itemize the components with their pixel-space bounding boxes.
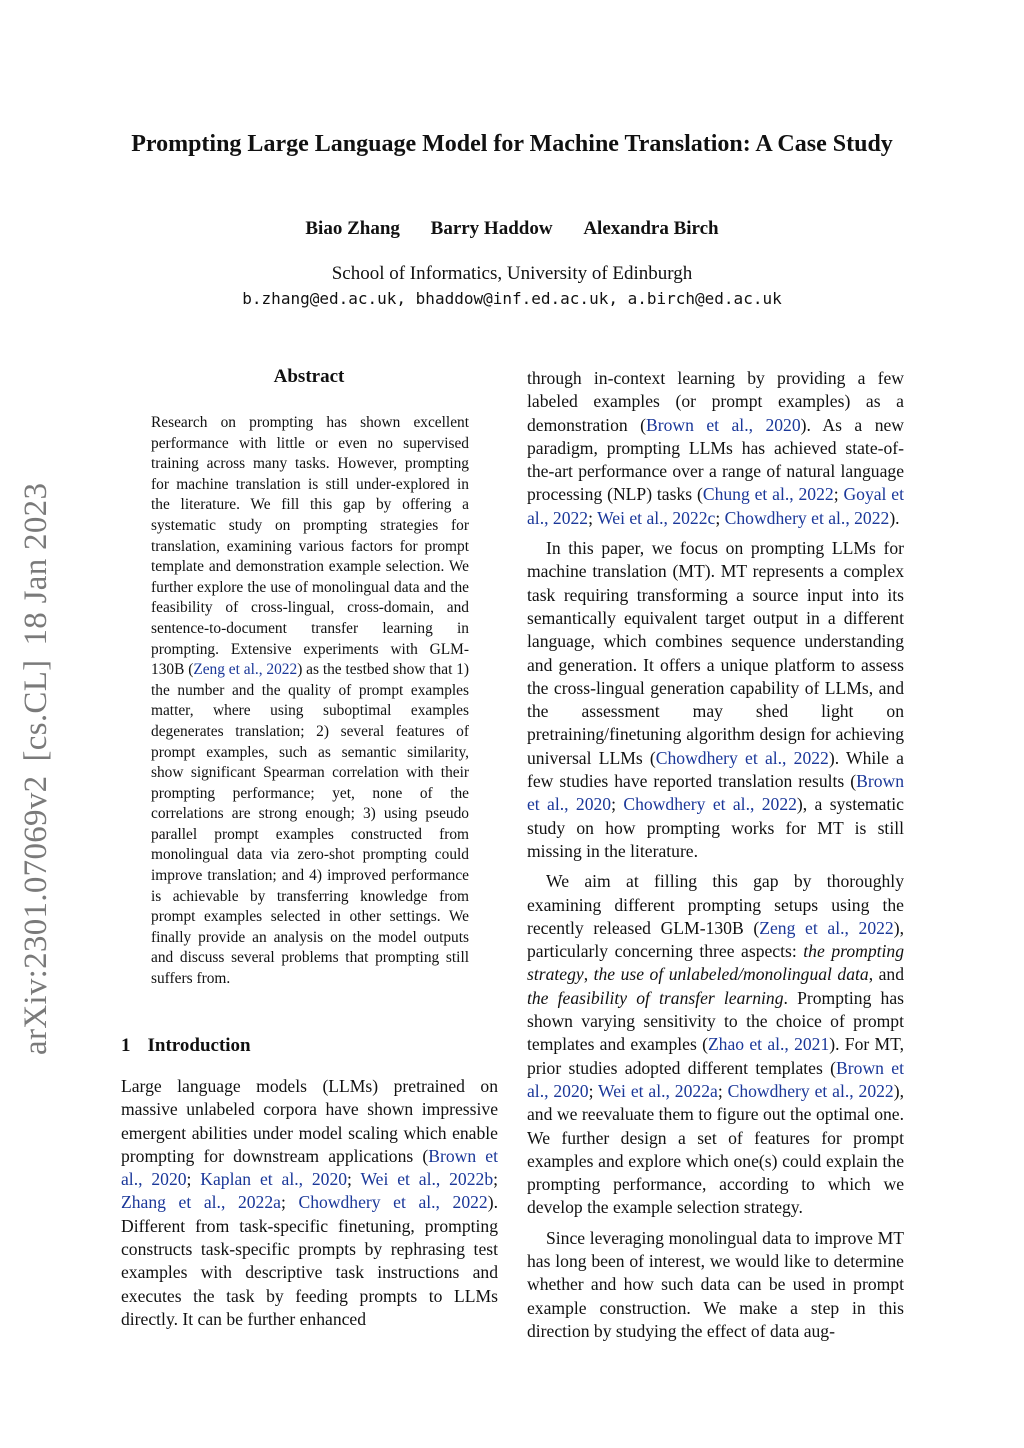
intro-left-column [121, 1075, 498, 1331]
text: ; [280, 1192, 299, 1213]
arxiv-date: 18 Jan 2023 [18, 482, 54, 646]
citation-link[interactable]: Chowdhery et al., 2022 [623, 794, 797, 815]
citation-link[interactable]: Kaplan et al., 2020 [200, 1169, 348, 1190]
paragraph [527, 367, 904, 530]
text: ; [715, 507, 725, 528]
author-name: Barry Haddow [430, 218, 553, 239]
emphasis: the feasibility of transfer learning [527, 987, 784, 1008]
arxiv-id[interactable]: arXiv:2301.07069v2 [18, 775, 54, 1055]
author-name: Alexandra Birch [583, 218, 719, 239]
citation-link[interactable]: Brown et al., 2020 [645, 414, 801, 435]
paragraph [527, 870, 904, 1219]
text: ; [833, 484, 844, 505]
text: ; [611, 794, 624, 815]
paragraph [527, 537, 904, 863]
text: Large language models (LLMs) pretrained on massive unlabeled corpora have shown impressive emergent abilities under model scaling which enable prompting for downstream applications ( [121, 1076, 498, 1166]
abstract-body [151, 413, 469, 990]
section-title: Introduction [147, 1035, 251, 1056]
text: ). Different from task-specific finetuning, prompting constructs task-specific prompts by rephrasing test examples with descriptive task instructions and executes the task by feeding prompts to LLMs directly. It can be further enhanced [121, 1192, 498, 1329]
emphasis: the use of unlabeled/monolingual data [593, 964, 869, 985]
abstract-text: ) as the testbed show that 1) the number and the quality of prompt examples matter, where using suboptimal examples degenerates translation; 2) several features of prompt examples, such as semantic similarity, show significant Spearman correlation with their prompting performance; yet, none of the correlations are strong enough; 3) using pseudo parallel prompt examples constructed from monolingual data via zero-shot prompting could improve translation; and 4) improved performance is achievable by transferring knowledge from prompt examples selected in other settings. We finally provide an analysis on the model outputs and discuss several problems that prompting still suffers from. [151, 661, 470, 988]
arxiv-category: [cs.CL] [18, 659, 54, 762]
text: ). As a new paradigm, prompting LLMs has achieved state-of-the-art performance over a range of natural language processing (NLP) tasks ( [527, 414, 905, 505]
section-heading-introduction [121, 1035, 251, 1057]
text: ). For MT, prior studies adopted different templates ( [527, 1034, 904, 1078]
affiliation: School of Informatics, University of Edinburgh [331, 263, 693, 284]
text: ). [889, 507, 900, 528]
paragraph [121, 1075, 498, 1331]
author-emails: b.zhang@ed.ac.uk, bhaddow@inf.ed.ac.uk, a.birch@ed.ac.uk [242, 289, 782, 308]
citation-link[interactable]: Chowdhery et al., 2022 [655, 747, 829, 768]
paragraph [527, 1227, 904, 1343]
text: ; [717, 1080, 728, 1101]
citation-link[interactable]: Zeng et al., 2022 [193, 661, 298, 679]
author-list [120, 218, 904, 240]
abstract-heading: Abstract [273, 366, 345, 387]
text: . Prompting has shown varying sensitivity to the choice of prompt templates and examples ( [527, 987, 904, 1055]
section-number: 1 [121, 1035, 131, 1056]
text: , and [868, 964, 905, 985]
text: ). While a few studies have reported translation results ( [527, 747, 904, 792]
text: ; [588, 1080, 599, 1101]
citation-link[interactable]: Brown et al., 2020 [527, 771, 904, 815]
paper-title: Prompting Large Language Model for Machine Translation: A Case Study [131, 131, 893, 157]
intro-right-column [527, 367, 904, 1350]
text: ), particularly concerning three aspects: [527, 917, 904, 962]
citation-link[interactable]: Brown et al., 2020 [121, 1145, 498, 1190]
text: ; [347, 1169, 361, 1190]
citation-link[interactable]: Goyal et al., 2022 [527, 484, 905, 528]
text: We aim at filling this gap by thoroughly examining different prompting setups using the recently released GLM-130B ( [527, 871, 904, 938]
text: , [583, 964, 594, 985]
citation-link[interactable]: Chowdhery et al., 2022 [724, 507, 890, 528]
text: In this paper, we focus on prompting LLMs for machine translation (MT). MT represents a complex task requiring transforming a source input into its semantically equivalent target output in a different language, which combines sequence understanding and generation. It offers a unique platform to assess the cross-lingual generation capability of LLMs, and the assessment may shed light on pretraining/finetuning algorithm design for achieving universal LLMs ( [527, 538, 904, 768]
citation-link[interactable]: Wei et al., 2022a [598, 1080, 718, 1101]
text: ; [588, 507, 598, 528]
text: Since leveraging monolingual data to improve MT has long been of interest, we would like to determine whether and how such data can be used in prompt example construction. We make a step in this direction by studying the effect of data aug- [527, 1227, 904, 1341]
text: ; [186, 1169, 201, 1190]
citation-link[interactable]: Wei et al., 2022c [597, 507, 716, 528]
citation-link[interactable]: Brown et al., 2020 [527, 1057, 904, 1101]
citation-link[interactable]: Zhao et al., 2021 [707, 1034, 830, 1055]
citation-link[interactable]: Chung et al., 2022 [702, 484, 834, 505]
citation-link[interactable]: Chowdhery et al., 2022 [727, 1080, 894, 1101]
citation-link[interactable]: Zhang et al., 2022a [121, 1192, 281, 1213]
text: through in-context learning by providing a few labeled examples (or prompt examples) as a demonstration ( [527, 368, 904, 435]
text: ), a systematic study on how prompting works for MT is still missing in the literature. [527, 794, 904, 861]
arxiv-stamp [18, 455, 55, 1055]
text: ), and we reevaluate them to figure out the optimal one. We further design a set of features for prompt examples and explore which one(s) could explain the prompting performance, according to which we develop the example selection strategy. [527, 1080, 904, 1218]
author-name: Biao Zhang [305, 218, 400, 239]
citation-link[interactable]: Wei et al., 2022b [360, 1169, 494, 1190]
text: ; [493, 1169, 499, 1190]
abstract-text: Research on prompting has shown excellent performance with little or even no supervised training across many tasks. However, prompting for machine translation is still under-explored in the literature. We fill this gap by offering a systematic study on prompting strategies for translation, examining various factors for prompt template and demonstration example selection. We further explore the use of monolingual data and the feasibility of cross-lingual, cross-domain, and sentence-to-document transfer learning in prompting. Extensive experiments with GLM-130B ( [151, 414, 469, 679]
emphasis: the prompting strategy [527, 941, 904, 985]
citation-link[interactable]: Zeng et al., 2022 [759, 917, 894, 938]
citation-link[interactable]: Chowdhery et al., 2022 [298, 1192, 488, 1213]
